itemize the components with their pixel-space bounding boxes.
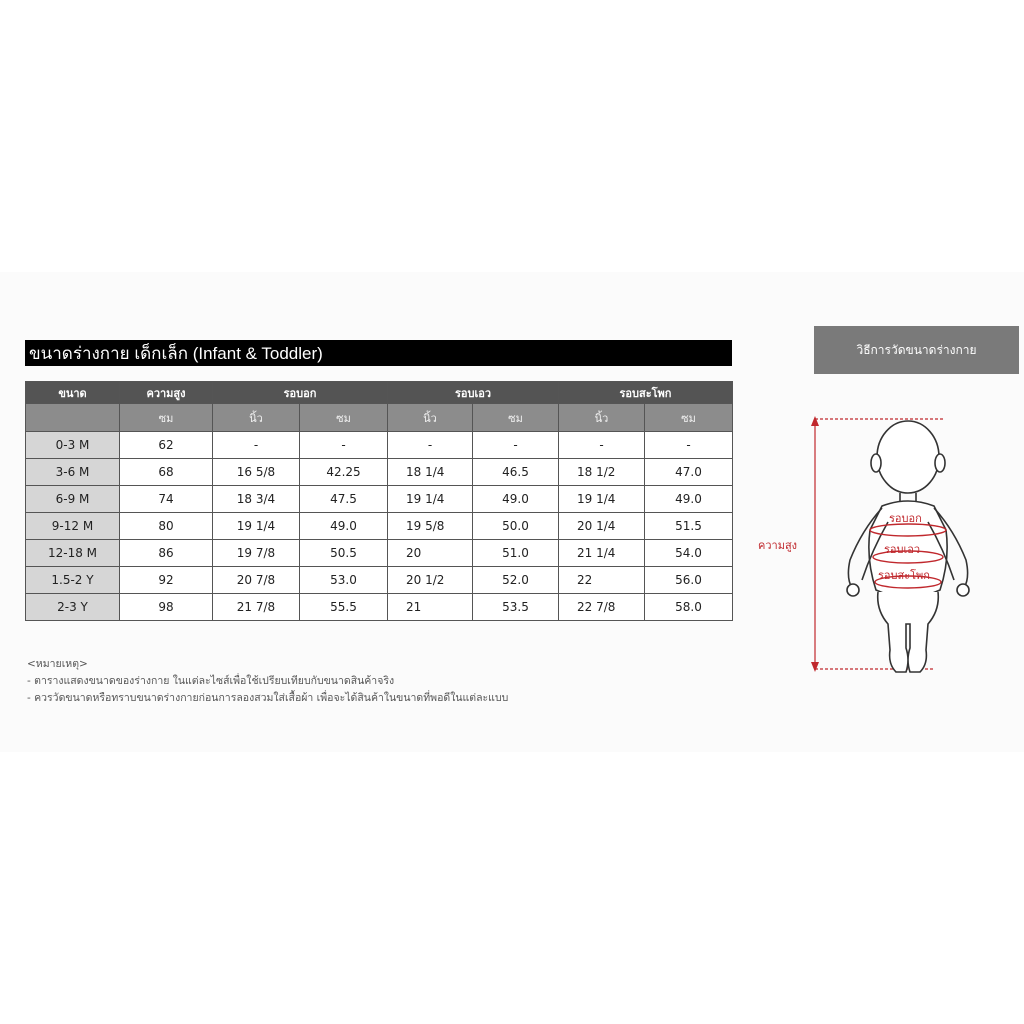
hip-in-cell: - bbox=[559, 432, 645, 459]
waist-cm-cell: 51.0 bbox=[473, 540, 559, 567]
waist-cm-cell: 52.0 bbox=[473, 567, 559, 594]
waist-in-cell: 20 bbox=[388, 540, 473, 567]
chest-label: รอบอก bbox=[889, 512, 922, 525]
height-cm-cell: 68 bbox=[120, 459, 213, 486]
unit-cell: นิ้ว bbox=[213, 404, 300, 432]
notes-heading: <หมายเหตุ> bbox=[27, 658, 88, 670]
size-table bbox=[25, 381, 733, 621]
table-row bbox=[26, 594, 733, 621]
hip-cm-cell: 58.0 bbox=[645, 594, 733, 621]
chest-in-cell: 16 5/8 bbox=[213, 459, 300, 486]
unit-cell: นิ้ว bbox=[388, 404, 473, 432]
waist-cm-cell: 50.0 bbox=[473, 513, 559, 540]
header-height: ความสูง bbox=[120, 382, 213, 404]
chest-cm-cell: 53.0 bbox=[300, 567, 388, 594]
header-size: ขนาด bbox=[26, 382, 120, 404]
size-cell: 6-9 M bbox=[26, 486, 120, 513]
chest-cm-cell: - bbox=[300, 432, 388, 459]
hip-cm-cell: - bbox=[645, 432, 733, 459]
waist-in-cell: 21 bbox=[388, 594, 473, 621]
hip-in-cell: 18 1/2 bbox=[559, 459, 645, 486]
hip-label: รอบสะโพก bbox=[878, 569, 930, 582]
waist-in-cell: 19 5/8 bbox=[388, 513, 473, 540]
notes-line-1: - ตารางแสดงขนาดของร่างกาย ในแต่ละไซส์เพื่อใช้เปรียบเทียบกับขนาดสินค้าจริง bbox=[27, 675, 395, 687]
chest-in-cell: 21 7/8 bbox=[213, 594, 300, 621]
table-row bbox=[26, 459, 733, 486]
size-cell: 1.5-2 Y bbox=[26, 567, 120, 594]
chest-in-cell: 18 3/4 bbox=[213, 486, 300, 513]
size-cell: 9-12 M bbox=[26, 513, 120, 540]
header-chest: รอบอก bbox=[213, 382, 388, 404]
unit-cell: นิ้ว bbox=[559, 404, 645, 432]
hip-cm-cell: 51.5 bbox=[645, 513, 733, 540]
unit-cell: ซม bbox=[645, 404, 733, 432]
height-cm-cell: 92 bbox=[120, 567, 213, 594]
table-row bbox=[26, 486, 733, 513]
waist-cm-cell: 53.5 bbox=[473, 594, 559, 621]
header-waist: รอบเอว bbox=[388, 382, 559, 404]
size-cell: 2-3 Y bbox=[26, 594, 120, 621]
chest-in-cell: 19 1/4 bbox=[213, 513, 300, 540]
table-row bbox=[26, 513, 733, 540]
size-cell: 0-3 M bbox=[26, 432, 120, 459]
chest-in-cell: 20 7/8 bbox=[213, 567, 300, 594]
table-row bbox=[26, 540, 733, 567]
height-cm-cell: 86 bbox=[120, 540, 213, 567]
hip-in-cell: 22 7/8 bbox=[559, 594, 645, 621]
waist-in-cell: 20 1/2 bbox=[388, 567, 473, 594]
hip-cm-cell: 49.0 bbox=[645, 486, 733, 513]
unit-cell: ซม bbox=[473, 404, 559, 432]
arrow-up-icon bbox=[811, 416, 819, 426]
waist-in-cell: - bbox=[388, 432, 473, 459]
unit-cell: ซม bbox=[300, 404, 388, 432]
how-to-measure-label: วิธีการวัดขนาดร่างกาย bbox=[814, 326, 1019, 374]
hip-in-cell: 19 1/4 bbox=[559, 486, 645, 513]
table-row bbox=[26, 567, 733, 594]
table-row bbox=[26, 432, 733, 459]
hip-cm-cell: 47.0 bbox=[645, 459, 733, 486]
chest-cm-cell: 50.5 bbox=[300, 540, 388, 567]
header-hip: รอบสะโพก bbox=[559, 382, 733, 404]
hip-in-cell: 22 bbox=[559, 567, 645, 594]
waist-cm-cell: 49.0 bbox=[473, 486, 559, 513]
hip-in-cell: 20 1/4 bbox=[559, 513, 645, 540]
unit-row bbox=[26, 404, 733, 432]
waist-cm-cell: 46.5 bbox=[473, 459, 559, 486]
size-cell: 12-18 M bbox=[26, 540, 120, 567]
chest-in-cell: - bbox=[213, 432, 300, 459]
hip-cm-cell: 54.0 bbox=[645, 540, 733, 567]
height-cm-cell: 98 bbox=[120, 594, 213, 621]
waist-label: รอบเอว bbox=[884, 543, 921, 556]
unit-cell: ซม bbox=[120, 404, 213, 432]
chest-cm-cell: 55.5 bbox=[300, 594, 388, 621]
header-row bbox=[26, 382, 733, 404]
arrow-down-icon bbox=[811, 662, 819, 672]
unit-cell bbox=[26, 404, 120, 432]
hip-in-cell: 21 1/4 bbox=[559, 540, 645, 567]
size-cell: 3-6 M bbox=[26, 459, 120, 486]
height-cm-cell: 74 bbox=[120, 486, 213, 513]
chest-cm-cell: 49.0 bbox=[300, 513, 388, 540]
notes-line-2: - ควรวัดขนาดหรือทราบขนาดร่างกายก่อนการลองสวมใส่เสื้อผ้า เพื่อจะได้สินค้าในขนาดที่พอดีในแต่ละแบบ bbox=[27, 692, 509, 704]
waist-in-cell: 18 1/4 bbox=[388, 459, 473, 486]
size-chart-title: ขนาดร่างกาย เด็กเล็ก (Infant & Toddler) bbox=[25, 340, 732, 366]
waist-cm-cell: - bbox=[473, 432, 559, 459]
waist-in-cell: 19 1/4 bbox=[388, 486, 473, 513]
height-cm-cell: 62 bbox=[120, 432, 213, 459]
height-label: ความสูง bbox=[758, 539, 798, 552]
height-cm-cell: 80 bbox=[120, 513, 213, 540]
chest-cm-cell: 42.25 bbox=[300, 459, 388, 486]
notes bbox=[27, 656, 508, 707]
chest-cm-cell: 47.5 bbox=[300, 486, 388, 513]
hip-cm-cell: 56.0 bbox=[645, 567, 733, 594]
chest-in-cell: 19 7/8 bbox=[213, 540, 300, 567]
baby-measure-figure bbox=[750, 410, 1020, 690]
